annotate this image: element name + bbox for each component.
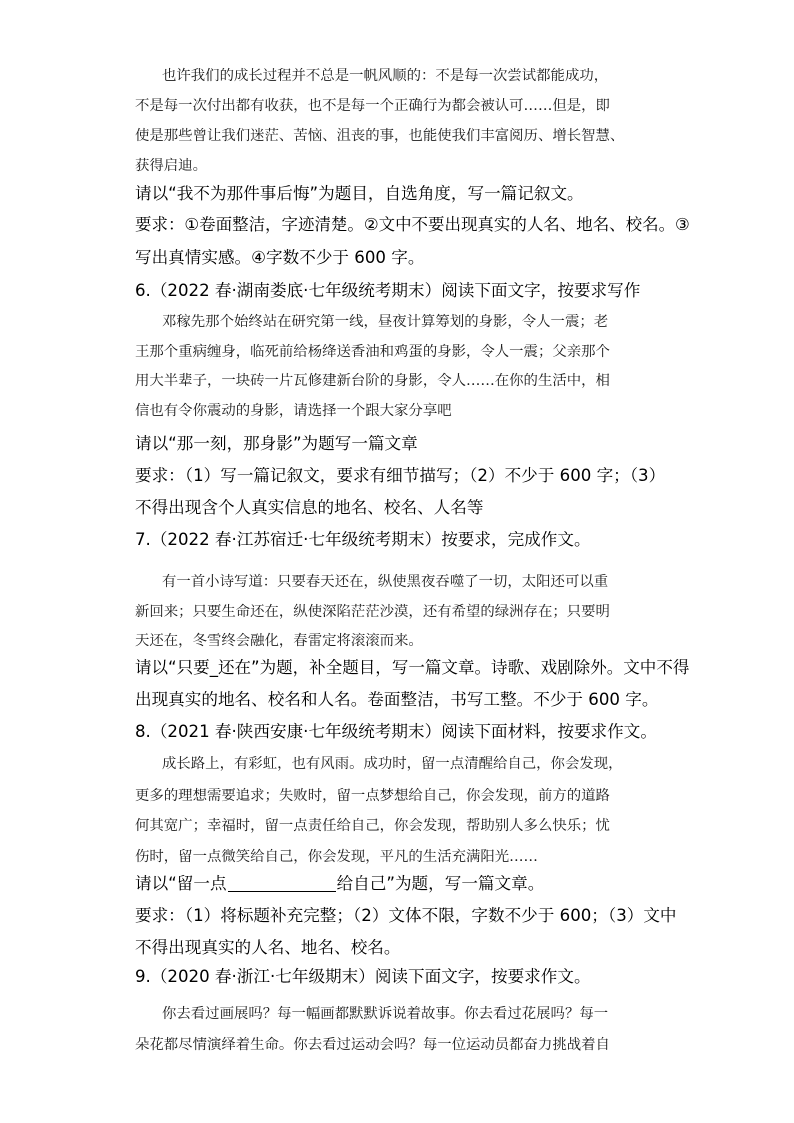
instruction-line: 要求：（1）将标题补充完整；（2）文体不限，字数不少于 600；（3）文中 [135, 906, 677, 925]
instruction-line: 写出真情实感。④字数不少于 600 字。 [135, 248, 425, 267]
material-line: 成长路上，有彩虹，也有风雨。成功时，留一点清醒给自己，你会发现， [162, 756, 623, 772]
prompt-text-after: 给自己”为题，写一篇文章。 [336, 874, 545, 893]
material-line: 用大半辈子，一块砖一片瓦修建新台阶的身影，令人……在你的生活中，相 [135, 373, 610, 389]
material-line: 何其宽广；幸福时，留一点责任给自己，你会发现，帮助别人多么快乐；忧 [135, 818, 610, 834]
instruction-line: 要求：①卷面整洁，字迹清楚。②文中不要出现真实的人名、地名、校名。③ [135, 215, 690, 234]
material-line: 朵花都尽情演绎着生命。你去看过运动会吗？每一位运动员都奋力挑战着自 [135, 1037, 610, 1053]
material-line: 你去看过画展吗？每一幅画都默默诉说着故事。你去看过花展吗？每一 [162, 1006, 609, 1022]
prompt-text-before: 请以“留一点 [135, 874, 227, 893]
instruction-line: 请以“只要_还在”为题，补全题目，写一篇文章。诗歌、戏剧除外。文中不得 [135, 658, 690, 677]
material-line: 信也有令你震动的身影，请选择一个跟大家分享吧 [135, 403, 452, 419]
question-heading: 6.（2022 春·湖南娄底·七年级统考期末）阅读下面文字，按要求写作 [135, 281, 641, 300]
fill-in-prompt [135, 876, 544, 893]
material-line: 新回来；只要生命还在，纵使深陷茫茫沙漠，还有希望的绿洲存在；只要明 [135, 604, 610, 620]
instruction-line: 要求：（1）写一篇记叙文，要求有细节描写；（2）不少于 600 字；（3） [135, 466, 666, 485]
instruction-line: 不得出现含个人真实信息的地名、校名、人名等 [135, 498, 484, 517]
question-heading: 9.（2020 春·浙江·七年级期末）阅读下面文字，按要求作文。 [135, 967, 591, 986]
instruction-line: 请以“那一刻，那身影”为题写一篇文章 [135, 434, 418, 453]
material-line: 使是那些曾让我们迷茫、苦恼、沮丧的事，也能使我们丰富阅历、增长智慧、 [135, 128, 625, 144]
question-heading: 7.（2022 春·江苏宿迁·七年级统考期末）按要求，完成作文。 [135, 530, 591, 549]
material-line: 天还在，冬雪终会融化，春雷定将滚滚而来。 [135, 633, 423, 649]
material-line: 伤时，留一点微笑给自己，你会发现，平凡的生活充满阳光…… [135, 849, 538, 865]
material-line: 获得启迪。 [135, 158, 207, 174]
material-line: 邓稼先那个始终站在研究第一线，昼夜计算筹划的身影，令人一震；老 [162, 314, 609, 330]
question-heading: 8.（2021 春·陕西安康·七年级统考期末）阅读下面材料，按要求作文。 [135, 722, 657, 741]
instruction-line: 请以“我不为那件事后悔”为题目，自选角度，写一篇记叙文。 [135, 184, 584, 203]
instruction-line: 出现真实的地名、校名和人名。卷面整洁，书写工整。不少于 600 字。 [135, 690, 659, 709]
material-line: 更多的理想需要追求；失败时，留一点梦想给自己，你会发现，前方的道路 [135, 788, 610, 804]
material-line: 不是每一次付出都有收获，也不是每一个正确行为都会被认可……但是，即 [135, 98, 610, 114]
material-line: 有一首小诗写道：只要春天还在，纵使黑夜吞噬了一切，太阳还可以重 [162, 574, 609, 590]
title-blank[interactable] [228, 876, 336, 892]
instruction-line: 不得出现真实的人名、地名、校名。 [135, 938, 401, 957]
material-line: 也许我们的成长过程并不总是一帆风顺的：不是每一次尝试都能成功， [162, 68, 609, 84]
material-line: 王那个重病缠身，临死前给杨绛送香油和鸡蛋的身影，令人一震；父亲那个 [135, 344, 610, 360]
